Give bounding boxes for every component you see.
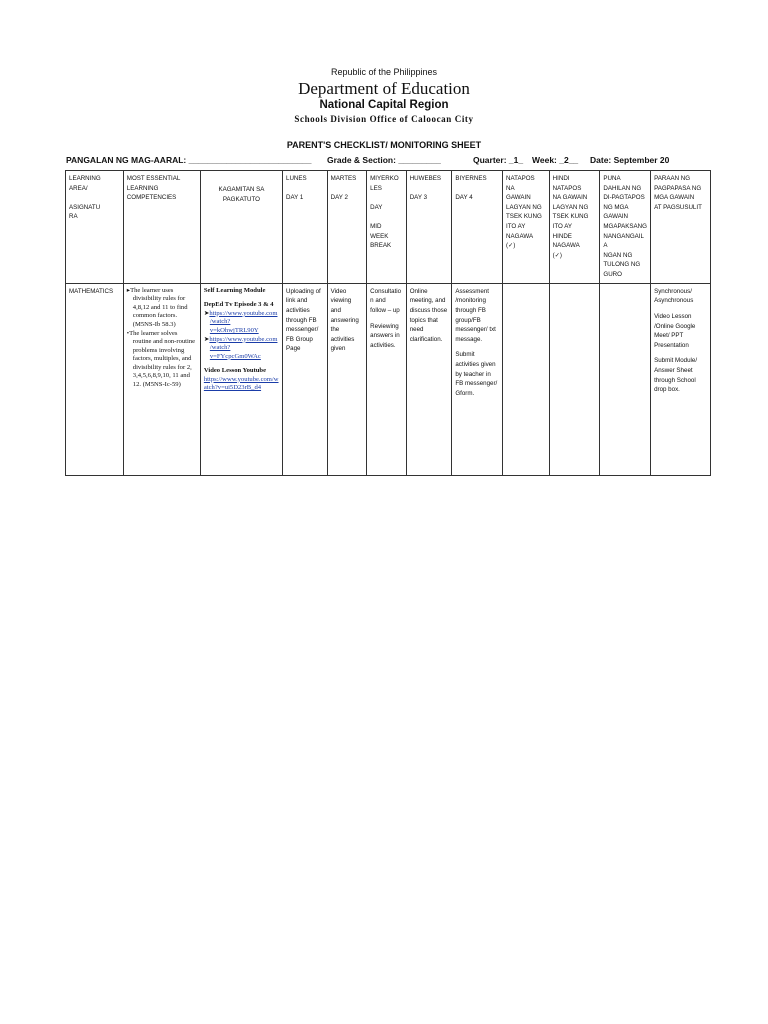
video-lesson-label: Video Lesson Youtube (203, 367, 267, 375)
header-line (370, 212, 403, 222)
col-lunes (283, 171, 328, 284)
header-line (69, 193, 120, 203)
header-line: TSEK KUNG (552, 213, 589, 221)
cell-puna[interactable] (600, 283, 651, 475)
header-line: (✓) (506, 242, 516, 250)
learner-name-field: PANGALAN NG MAG-AARAL: __________________________ (66, 155, 312, 165)
col-natapos (503, 171, 550, 284)
col-puna (600, 171, 651, 284)
header-line: LEARNING (69, 175, 101, 182)
header-line: NG MGA (603, 203, 629, 211)
header-line: RA (69, 213, 78, 221)
header-line: NAGAWA (552, 242, 580, 250)
sheet-title: PARENT'S CHECKLIST/ MONITORING SHEET (286, 140, 482, 150)
table-row (66, 283, 711, 475)
biyernes-text-a: Assessment /monitoring through FB group/FB messenger/ txt message. (455, 287, 496, 343)
header-line: ASIGNATU (69, 203, 101, 211)
header-line: GAWAIN (506, 194, 531, 202)
competency-1: ▸The learner uses divisibility rules for 4,8,12 and 11 to find common factors. (M5NS-Ib 58.3) (126, 286, 188, 328)
date-field: Date: September 20 (590, 155, 670, 165)
header-line: TSEK KUNG (506, 213, 542, 221)
header-line: DAY (370, 203, 383, 211)
header-line: WEEK (370, 232, 389, 240)
col-learning-area (66, 171, 124, 284)
monitoring-table (65, 170, 711, 476)
header-line: PAGKATUTO (222, 195, 260, 203)
cell-subject (66, 283, 124, 475)
header-line: GURO (603, 271, 622, 279)
miyerkoles-text-b: Reviewing answers in activities. (370, 322, 400, 349)
header-line: PAGPAPASA NG (654, 184, 702, 192)
header-line: PUNA (603, 175, 621, 182)
header-line: (✓) (552, 251, 562, 259)
header-line: DAHILAN NG (603, 184, 642, 192)
paraan-text-a: Synchronous/ Asynchronous (654, 287, 694, 305)
link-3[interactable]: https://www.youtube.com/watch?v=ui5D23rB_d4 (203, 375, 279, 392)
header-line (370, 193, 403, 203)
header-row (66, 171, 711, 284)
department-title: Department of Education (298, 79, 470, 98)
paraan-text-c: Submit Module/ Answer Sheet through School drop box. (654, 357, 698, 394)
header-line (286, 184, 324, 194)
subject-text: MATHEMATICS (69, 287, 114, 295)
paraan-text-b: Video Lesson /Online Google Meet/ PPT Presentation (654, 312, 696, 349)
cell-paraan (651, 283, 711, 475)
huwebes-text: Online meeting, and discuss those topics that need clarification. (409, 287, 448, 343)
cell-miyerkoles (367, 283, 407, 475)
header-line: MOST ESSENTIAL (126, 175, 181, 182)
header-line: LUNES (286, 175, 307, 182)
cell-biyernes (452, 283, 503, 475)
header-line: HUWEBES (409, 175, 441, 182)
col-materials (200, 171, 282, 284)
header-line: ITO AY (506, 223, 526, 231)
header-line: MIYERKO (370, 175, 399, 182)
header-line: NA GAWAIN (552, 194, 588, 202)
header-line: BREAK (370, 242, 392, 250)
header-line: HINDI (552, 175, 570, 182)
col-biyernes (452, 171, 503, 284)
header-line: LAGYAN NG (506, 203, 542, 211)
link-1[interactable]: https://www.youtube.com/watch?v=kOhwjTRL90Y (209, 309, 278, 334)
col-competencies (123, 171, 200, 284)
header-line: BIYERNES (455, 175, 487, 182)
competency-2: •The learner solves routine and non-routine problems involving factors, multiples, and divisibility rules for 2, 3,4,5,6,8,9,10, 11 and 12. (M5NS-Ic-59) (126, 329, 196, 388)
quarter-field: Quarter: _1_ (473, 155, 524, 165)
cell-lunes (283, 283, 328, 475)
header-line: TULONG NG (603, 261, 641, 269)
header-line: DI-PAGTAPOS (603, 194, 645, 202)
header-line: PARAAN NG (654, 175, 691, 182)
header-line: DAY 2 (330, 194, 348, 202)
biyernes-text-b: Submit activities given by teacher in FB messenger/ Gform. (455, 351, 498, 397)
week-field: Week: _2__ (532, 155, 579, 165)
link-1-item: ➤https://www.youtube.com/watch?v=kOhwjTRL90Y (203, 309, 278, 334)
cell-martes (327, 283, 367, 475)
header-line: AT PAGSUSULIT (654, 203, 702, 211)
header-line: LAGYAN NG (552, 203, 589, 211)
slm-label: Self Learning Module (203, 286, 266, 294)
header-line: MGAPAKSANG (603, 223, 647, 231)
header-line: DAY 1 (286, 194, 304, 202)
lunes-text: Uploading of link and activities through FB messenger/ FB Group Page (286, 287, 321, 353)
region-label: National Capital Region (319, 99, 449, 111)
header-line: MARTES (330, 175, 357, 182)
grade-section-field: Grade & Section: _________ (327, 155, 441, 165)
header-line (455, 184, 499, 194)
col-martes (327, 171, 367, 284)
header-line: COMPETENCIES (126, 194, 177, 202)
republic-label: Republic of the Philippines (330, 67, 438, 77)
header-line: DAY 4 (455, 194, 473, 202)
col-paraan (651, 171, 711, 284)
header-line: ITO AY (552, 223, 573, 231)
header-line: LES (370, 184, 382, 192)
cell-huwebes (406, 283, 452, 475)
col-miyerkoles (367, 171, 407, 284)
col-hindi-natapos (549, 171, 600, 284)
header-line: HINDE (552, 232, 572, 240)
header-line: MGA GAWAIN (654, 194, 695, 202)
header-line: NGAN NG (603, 251, 633, 259)
header-line: NATAPOS (506, 175, 535, 182)
depedtv-label: DepEd Tv Episode 3 & 4 (203, 301, 274, 309)
header-line: LEARNING (126, 184, 159, 192)
header-line: NATAPOS (552, 184, 582, 192)
header-line: DAY 3 (409, 194, 428, 202)
header-line: NAGAWA (506, 232, 534, 240)
header-line (410, 184, 449, 194)
cell-hindi-natapos[interactable] (549, 283, 600, 475)
header-line (331, 184, 364, 194)
header-line: MID (370, 223, 382, 231)
link-2[interactable]: https://www.youtube.com/watch?v=FYcpcGm0WAc (209, 335, 278, 360)
cell-competencies (123, 283, 200, 475)
header-line: AREA/ (69, 184, 88, 192)
cell-materials (200, 283, 282, 475)
martes-text: Video viewing and answering the activities given (330, 287, 359, 353)
division-label: Schools Division Office of Caloocan City (294, 114, 474, 124)
header-line: KAGAMITAN SA (218, 186, 265, 193)
link-2-item: ➤https://www.youtube.com/watch?v=FYcpcGm0WAc (203, 335, 278, 360)
cell-natapos[interactable] (503, 283, 550, 475)
miyerkoles-text-a: Consultation and follow – up (370, 287, 402, 314)
col-huwebes (406, 171, 452, 284)
header-line: NA (506, 184, 515, 192)
header-line: NANGANGAILA (603, 232, 644, 250)
header-line: GAWAIN (603, 213, 629, 221)
